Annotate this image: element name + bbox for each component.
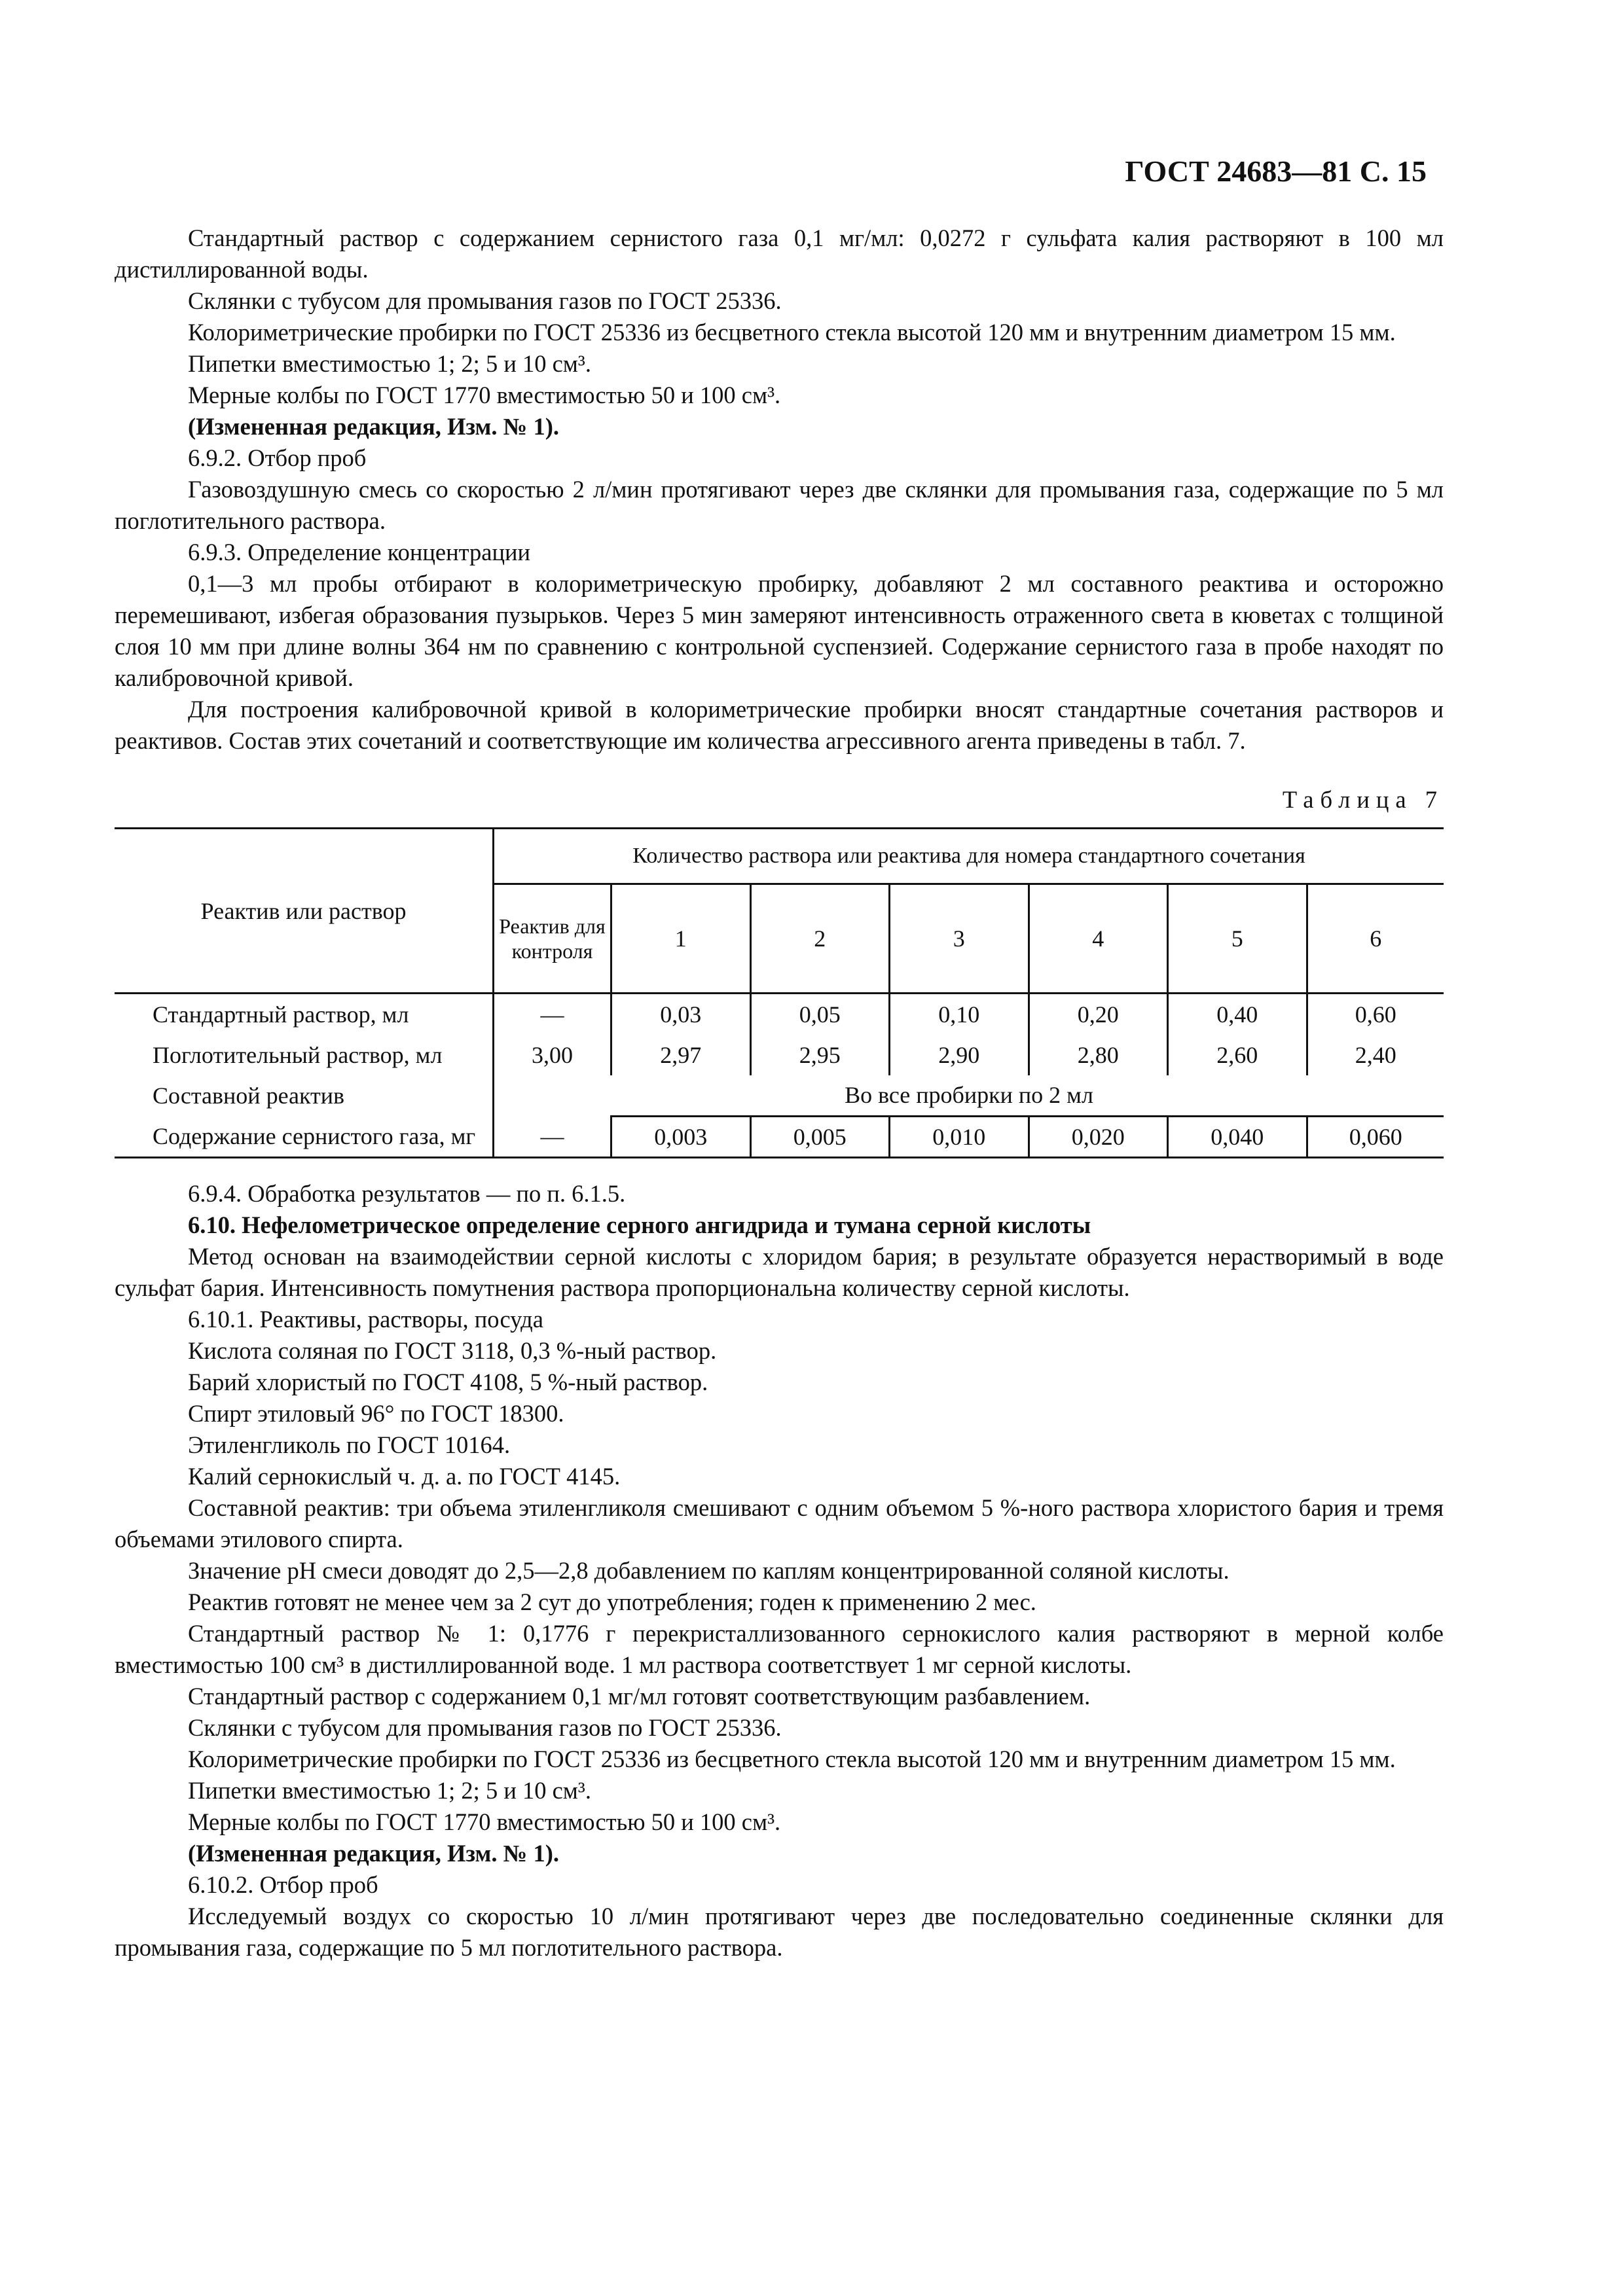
row-value: 2,95 xyxy=(750,1035,890,1075)
row-name: Составной реактив xyxy=(153,1083,344,1109)
header-number: 3 xyxy=(890,884,1029,994)
paragraph: Стандартный раствор с содержанием 0,1 мг/мл готовят соответствующим разбавлением. xyxy=(188,1683,1091,1710)
paragraph: (Измененная редакция, Изм. № 1). xyxy=(188,413,559,440)
paragraph: 6.10.2. Отбор проб xyxy=(188,1871,378,1898)
header-group: Количество раствора или реактива для номера стандартного сочетания xyxy=(494,829,1444,884)
table-row xyxy=(115,1035,1444,1075)
paragraph: 6.10. Нефелометрическое определение серного ангидрида и тумана серной кислоты xyxy=(188,1211,1091,1238)
row-value: 0,10 xyxy=(890,994,1029,1035)
paragraph: Метод основан на взаимодействии серной кислоты с хлоридом бария; в результате образуется нерастворимый в воде сульфат бария. Интенсивность помутнения раствора пропорциональна количеству серной кислоты. xyxy=(115,1243,1444,1301)
header-control: Реактив для контроля xyxy=(494,884,611,994)
row-value: 2,90 xyxy=(890,1035,1029,1075)
paragraph: Исследуемый воздух со скоростью 10 л/мин протягивают через две последовательно соединенные склянки для промывания газа, содержащие по 5 мл поглотительного раствора. xyxy=(115,1903,1444,1961)
row-name: Поглотительный раствор, мл xyxy=(153,1042,443,1068)
paragraph: Газовоздушную смесь со скоростью 2 л/мин протягивают через две склянки для промывания газа, содержащие по 5 мл поглотительного раствора. xyxy=(115,476,1444,534)
paragraph: 6.9.4. Обработка результатов — по п. 6.1.5. xyxy=(188,1180,626,1207)
section-6-9-reagents xyxy=(115,223,1444,757)
paragraph: Составной реактив: три объема этиленгликоля смешивают с одним объемом 5 %-ного раствора хлористого бария и тремя объемами этилового спирта. xyxy=(115,1494,1444,1552)
paragraph: Мерные колбы по ГОСТ 1770 вместимостью 50 и 100 см³. xyxy=(188,1808,781,1835)
row-value: 0,020 xyxy=(1029,1116,1168,1158)
section-6-10-nephelometric xyxy=(115,1178,1444,1964)
paragraph: Мерные колбы по ГОСТ 1770 вместимостью 50 и 100 см³. xyxy=(188,382,781,408)
paragraph: Колориметрические пробирки по ГОСТ 25336 из бесцветного стекла высотой 120 мм и внутренним диаметром 15 мм. xyxy=(188,319,1396,346)
table-row xyxy=(115,1116,1444,1158)
paragraph: Колориметрические пробирки по ГОСТ 25336 из бесцветного стекла высотой 120 мм и внутренним диаметром 15 мм. xyxy=(188,1746,1396,1772)
row-value: 0,05 xyxy=(750,994,890,1035)
paragraph: Спирт этиловый 96° по ГОСТ 18300. xyxy=(188,1400,564,1427)
paragraph: 6.9.2. Отбор проб xyxy=(188,444,367,471)
row-value: 0,40 xyxy=(1168,994,1307,1035)
table-header-row-1 xyxy=(115,829,1444,884)
paragraph: 6.10.1. Реактивы, растворы, посуда xyxy=(188,1306,543,1333)
row-control: — xyxy=(494,1116,611,1158)
table-7 xyxy=(115,827,1444,1158)
paragraph: Значение pH смеси доводят до 2,5—2,8 добавлением по каплям концентрированной соляной кислоты. xyxy=(188,1557,1230,1584)
row-value: 2,60 xyxy=(1168,1035,1307,1075)
header-number: 5 xyxy=(1168,884,1307,994)
row-value: 2,40 xyxy=(1307,1035,1444,1075)
row-value: 0,060 xyxy=(1307,1116,1444,1158)
row-value: 0,20 xyxy=(1029,994,1168,1035)
paragraph: 6.9.3. Определение концентрации xyxy=(188,539,531,565)
header-reagent: Реактив или раствор xyxy=(115,829,494,994)
row-value: 2,97 xyxy=(611,1035,751,1075)
paragraph: Кислота соляная по ГОСТ 3118, 0,3 %-ный раствор. xyxy=(188,1337,717,1364)
table-row xyxy=(115,1075,1444,1116)
document-body xyxy=(115,223,1444,1964)
row-name: Стандартный раствор, мл xyxy=(153,1001,409,1028)
row-control: 3,00 xyxy=(494,1035,611,1075)
row-value: 0,60 xyxy=(1307,994,1444,1035)
row-name: Содержание сернистого газа, мг xyxy=(115,1116,494,1158)
paragraph: Склянки с тубусом для промывания газов по ГОСТ 25336. xyxy=(188,1714,782,1741)
paragraph: Пипетки вместимостью 1; 2; 5 и 10 см³. xyxy=(188,1777,591,1804)
paragraph: Пипетки вместимостью 1; 2; 5 и 10 см³. xyxy=(188,350,591,377)
row-control: — xyxy=(494,994,611,1035)
table-caption: Таблица 7 xyxy=(1282,786,1444,813)
header-number: 6 xyxy=(1307,884,1444,994)
row-value: 0,03 xyxy=(611,994,751,1035)
paragraph: Стандартный раствор № 1: 0,1776 г перекристаллизованного сернокислого калия растворяют в мерной колбе вместимостью 100 см³ в дистиллированной воде. 1 мл раствора соответствует 1 мг серной кислоты. xyxy=(115,1620,1444,1678)
paragraph: Склянки с тубусом для промывания газов по ГОСТ 25336. xyxy=(188,287,782,314)
paragraph: (Измененная редакция, Изм. № 1). xyxy=(188,1840,559,1867)
row-value: 0,005 xyxy=(750,1116,890,1158)
row-value: 0,040 xyxy=(1168,1116,1307,1158)
paragraph: 0,1—3 мл пробы отбирают в колориметрическую пробирку, добавляют 2 мл составного реактива и осторожно перемешивают, избегая образования пузырьков. Через 5 мин замеряют интенсивность отраженного света в кюветах с толщиной слоя 10 мм при длине волны 364 нм по сравнению с контрольной суспензией. Содержание сернистого газа в пробе находят по калибровочной кривой. xyxy=(115,570,1444,691)
header-number: 4 xyxy=(1029,884,1168,994)
row-value: 2,80 xyxy=(1029,1035,1168,1075)
header-number: 2 xyxy=(750,884,890,994)
table-row xyxy=(115,994,1444,1035)
header-number: 1 xyxy=(611,884,751,994)
paragraph: Барий хлористый по ГОСТ 4108, 5 %-ный раствор. xyxy=(188,1369,708,1395)
paragraph: Калий сернокислый ч. д. а. по ГОСТ 4145. xyxy=(188,1463,621,1490)
paragraph: Этиленгликоль по ГОСТ 10164. xyxy=(188,1431,511,1458)
paragraph: Для построения калибровочной кривой в колориметрические пробирки вносят стандартные сочетания растворов и реактивов. Состав этих сочетаний и соответствующие им количества агрессивного агента приведены в табл. 7. xyxy=(115,696,1444,754)
row-value: 0,010 xyxy=(890,1116,1029,1158)
page-header: ГОСТ 24683—81 С. 15 xyxy=(1125,154,1427,188)
paragraph: Реактив готовят не менее чем за 2 сут до употребления; годен к применению 2 мес. xyxy=(188,1588,1036,1615)
row-value: 0,003 xyxy=(611,1116,751,1158)
row-merged: Во все пробирки по 2 мл xyxy=(494,1075,1444,1116)
paragraph: Стандартный раствор с содержанием сернистого газа 0,1 мг/мл: 0,0272 г сульфата калия растворяют в 100 мл дистиллированной воды. xyxy=(115,224,1444,283)
